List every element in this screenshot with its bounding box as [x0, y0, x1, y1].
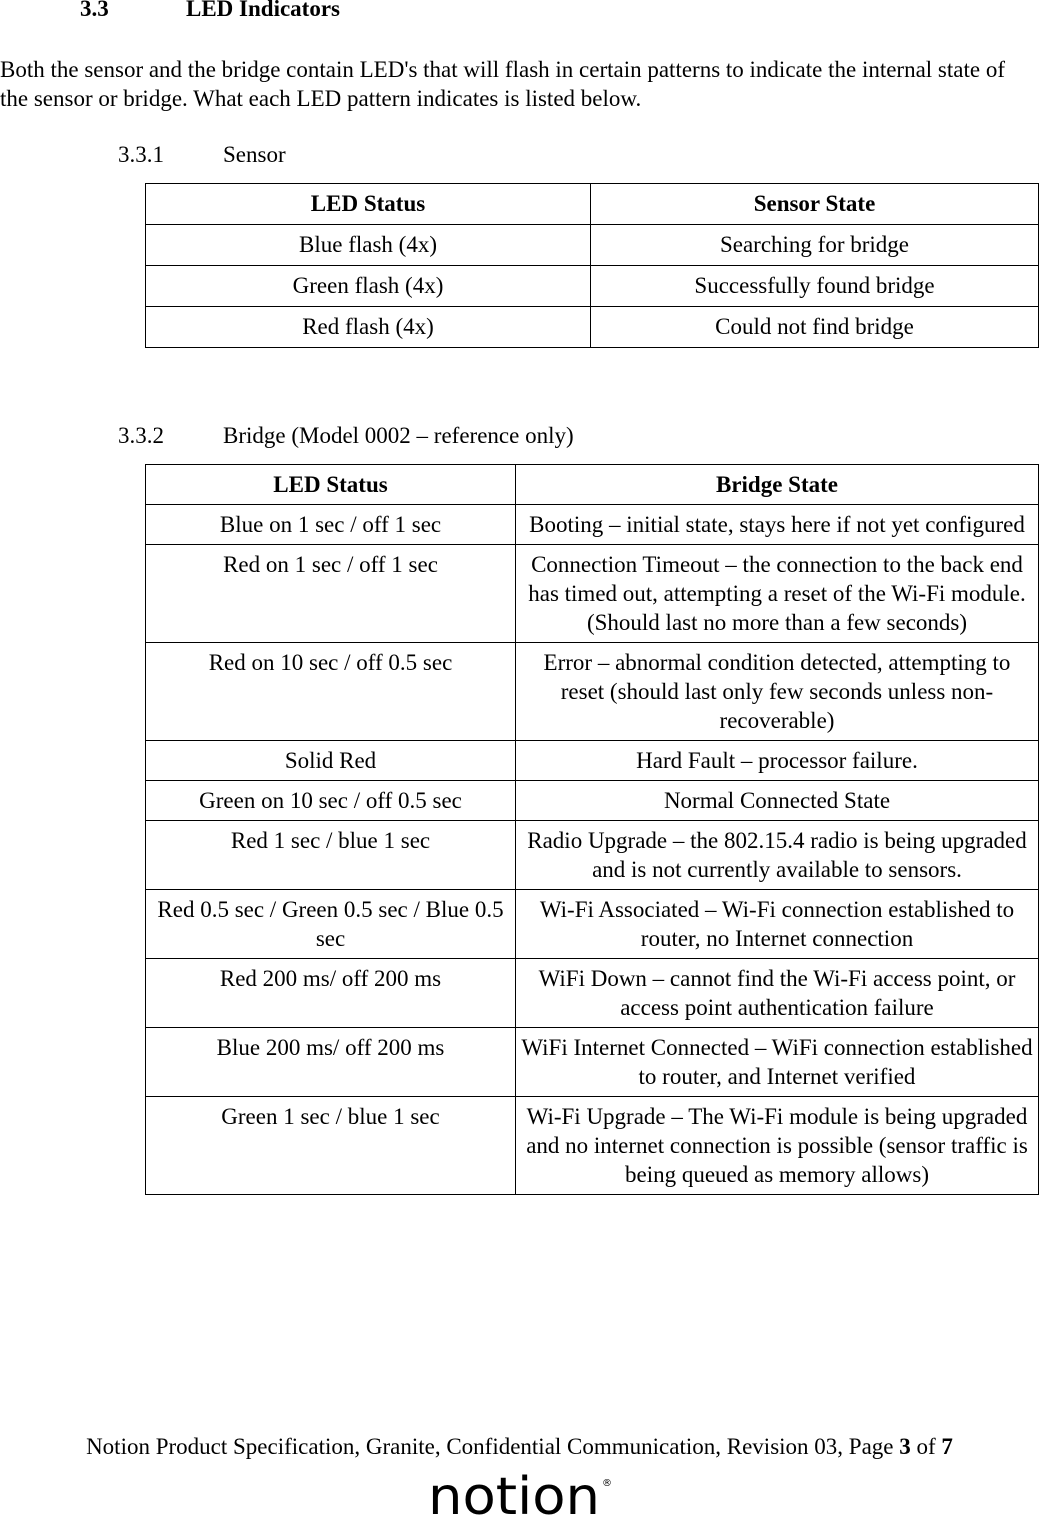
table-row — [146, 307, 1039, 348]
led-status-cell: Blue 200 ms/ off 200 ms — [146, 1028, 516, 1097]
state-cell: WiFi Down – cannot find the Wi-Fi access point, or access point authentication failure — [516, 959, 1039, 1028]
led-status-cell: Red 200 ms/ off 200 ms — [146, 959, 516, 1028]
page-footer — [0, 1434, 1039, 1460]
footer-of-label: of — [910, 1434, 942, 1459]
state-cell: Wi-Fi Upgrade – The Wi-Fi module is being upgraded and no internet connection is possible (sensor traffic is being queued as memory allows) — [516, 1097, 1039, 1195]
led-status-cell: Green flash (4x) — [146, 266, 591, 307]
table-row — [146, 266, 1039, 307]
intro-paragraph: Both the sensor and the bridge contain LED's that will flash in certain patterns to indicate the internal state of the sensor or bridge. What each LED pattern indicates is listed below. — [0, 57, 1005, 111]
state-cell: Wi-Fi Associated – Wi-Fi connection established to router, no Internet connection — [516, 890, 1039, 959]
led-status-cell: Red on 10 sec / off 0.5 sec — [146, 643, 516, 741]
bridge-section-title: Bridge (Model 0002 – reference only) — [223, 423, 574, 448]
led-status-cell: Green 1 sec / blue 1 sec — [146, 1097, 516, 1195]
led-status-cell: Red 1 sec / blue 1 sec — [146, 821, 516, 890]
led-status-cell: Red on 1 sec / off 1 sec — [146, 545, 516, 643]
table-row — [146, 643, 1039, 741]
column-header: LED Status — [146, 465, 516, 505]
column-header: LED Status — [146, 184, 591, 225]
state-cell: Hard Fault – processor failure. — [516, 741, 1039, 781]
table-header-row — [146, 184, 1039, 225]
notion-logo — [426, 1472, 616, 1518]
column-header: Bridge State — [516, 465, 1039, 505]
column-header: Sensor State — [591, 184, 1039, 225]
led-status-cell: Solid Red — [146, 741, 516, 781]
table-row — [146, 741, 1039, 781]
table-row — [146, 505, 1039, 545]
table-row — [146, 225, 1039, 266]
sensor-led-table — [145, 183, 1039, 348]
bridge-led-table — [145, 464, 1039, 1195]
led-status-cell: Red flash (4x) — [146, 307, 591, 348]
table-row — [146, 545, 1039, 643]
led-status-cell: Blue flash (4x) — [146, 225, 591, 266]
table-row — [146, 1028, 1039, 1097]
state-cell: Normal Connected State — [516, 781, 1039, 821]
sensor-subheading — [0, 142, 1039, 170]
footer-page-number: 3 — [899, 1434, 911, 1459]
led-status-cell: Red 0.5 sec / Green 0.5 sec / Blue 0.5 sec — [146, 890, 516, 959]
section-title: LED Indicators — [186, 0, 340, 21]
footer-page-total: 7 — [941, 1434, 953, 1459]
sensor-section-number: 3.3.1 — [118, 142, 164, 167]
led-status-cell: Green on 10 sec / off 0.5 sec — [146, 781, 516, 821]
bridge-subheading — [0, 423, 1039, 451]
table-row — [146, 821, 1039, 890]
table-row — [146, 959, 1039, 1028]
state-cell: Successfully found bridge — [591, 266, 1039, 307]
logo-wordmark: notion — [428, 1472, 600, 1518]
state-cell: WiFi Internet Connected – WiFi connection established to router, and Internet verified — [516, 1028, 1039, 1097]
state-cell: Connection Timeout – the connection to the back end has timed out, attempting a reset of the Wi-Fi module. (Should last no more than a few seconds) — [516, 545, 1039, 643]
table-row — [146, 890, 1039, 959]
registered-mark: ® — [602, 1478, 612, 1489]
sensor-section-title: Sensor — [223, 142, 286, 167]
state-cell: Searching for bridge — [591, 225, 1039, 266]
state-cell: Error – abnormal condition detected, attempting to reset (should last only few seconds unless non-recoverable) — [516, 643, 1039, 741]
state-cell: Radio Upgrade – the 802.15.4 radio is being upgraded and is not currently available to sensors. — [516, 821, 1039, 890]
bridge-section-number: 3.3.2 — [118, 423, 164, 448]
led-status-cell: Blue on 1 sec / off 1 sec — [146, 505, 516, 545]
table-row — [146, 1097, 1039, 1195]
section-number: 3.3 — [80, 0, 109, 21]
state-cell: Booting – initial state, stays here if not yet configured — [516, 505, 1039, 545]
footer-text: Notion Product Specification, Granite, Confidential Communication, Revision 03, Page — [86, 1434, 900, 1459]
table-row — [146, 781, 1039, 821]
table-header-row — [146, 465, 1039, 505]
state-cell: Could not find bridge — [591, 307, 1039, 348]
